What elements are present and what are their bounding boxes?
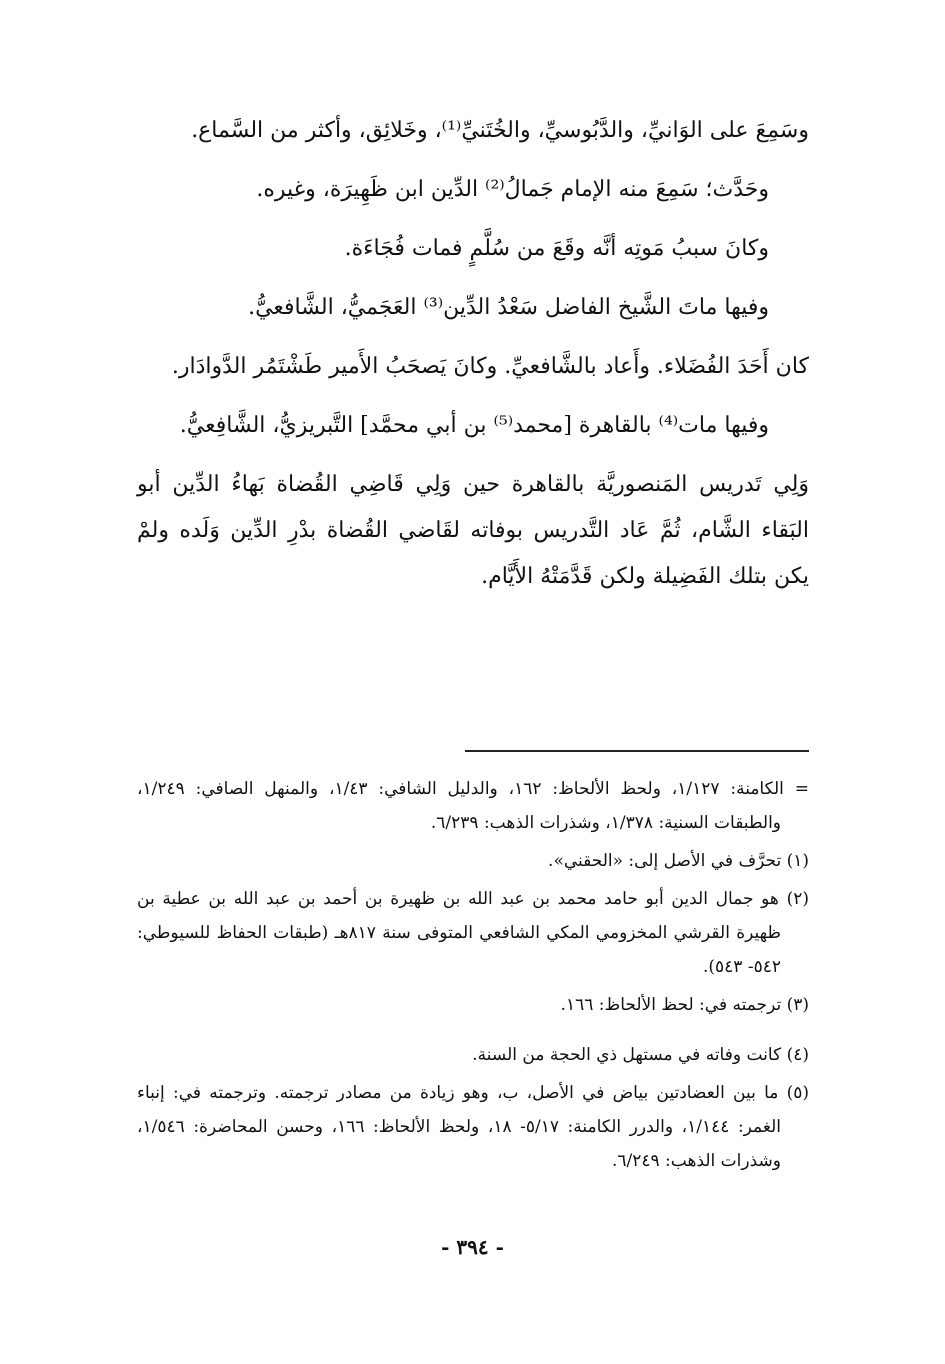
footnote-continuation: = الكامنة: ١/١٢٧، ولحظ الألحاظ: ١٦٢، والدليل الشافي: ١/٤٣، والمنهل الصافي: ١/٢٤٩، والطبقات السنية: ١/٣٧٨، وشذرات الذهب: ٦/٢٣٩. (137, 779, 809, 833)
footnote-5: (٥) ما بين العضادتين بياض في الأصل، ب، وهو زيادة من مصادر ترجمته. وترجمته في: إنباء الغمر: ١/١٤٤، والدرر الكامنة: ٥/١٧- ١٨، ولحظ الألحاظ: ١٦٦، وحسن المحاضرة: ١/٥٤٦، وشذرات الذهب: ٦/٢٤٩. (137, 1083, 809, 1171)
paragraph-4: وفيها ماتَ الشَّيخ الفاضل سَعْدُ الدِّين⁽³⁾ العَجَميُّ، الشَّافعيُّ. (248, 295, 769, 320)
main-text (137, 108, 809, 613)
paragraph-1: وسَمِعَ على الوَانيِّ، والدَّبُوسيِّ، والخُتَنيِّ⁽¹⁾، وخَلائِق، وأكثر من السَّماع. (191, 118, 809, 143)
footnote-4: (٤) كانت وفاته في مستهل ذي الحجة من السنة. (472, 1045, 809, 1065)
footnotes (137, 772, 809, 1182)
paragraph-7: وَلِي تَدريس المَنصوريَّة بالقاهرة حين وَلِي قَاضِي القُضاة بَهاءُ الدِّين أبو البَقاء الشَّام، ثُمَّ عَاد التَّدريس بوفاته لقَاضي القُضاة بدْرِ الدِّين وَلَده ولمْ يكن بتلك الفَضِيلة ولكن قَدَّمَتْهُ الأَيَّام. (137, 472, 809, 589)
page-number: - ٣٩٤ - (441, 1235, 504, 1259)
footnote-1: (١) تحرَّف في الأصل إلى: «الحقني». (548, 851, 809, 871)
paragraph-2: وحَدَّث؛ سَمِعَ منه الإمام جَمالُ⁽²⁾ الدِّين ابن ظَهِيرَة، وغيره. (256, 177, 769, 202)
footnote-2: (٢) هو جمال الدين أبو حامد محمد بن عبد الله بن ظهيرة بن أحمد بن عبد الله بن عطية بن ظهيرة القرشي المخزومي المكي الشافعي المتوفى سنة ٨١٧هـ (طبقات الحفاظ للسيوطي: ٥٤٢- ٥٤٣). (137, 889, 809, 977)
footnote-divider (465, 750, 809, 752)
footnote-3: (٣) ترجمته في: لحظ الألحاظ: ١٦٦. (560, 995, 809, 1015)
paragraph-6: وفيها مات⁽⁴⁾ بالقاهرة [محمد⁽⁵⁾ بن أبي محمَّد] التَّبريزيُّ، الشَّافِعيُّ. (179, 413, 769, 438)
paragraph-5: كان أَحَدَ الفُضَلاء. وأَعاد بالشَّافعيِّ. وكانَ يَصحَبُ الأَمير طَشْتَمُر الدَّوادَار. (171, 354, 809, 379)
paragraph-3: وكانَ سببُ مَوتِه أنَّه وقَعَ من سُلَّمٍ فمات فُجَاءَة. (344, 236, 769, 261)
